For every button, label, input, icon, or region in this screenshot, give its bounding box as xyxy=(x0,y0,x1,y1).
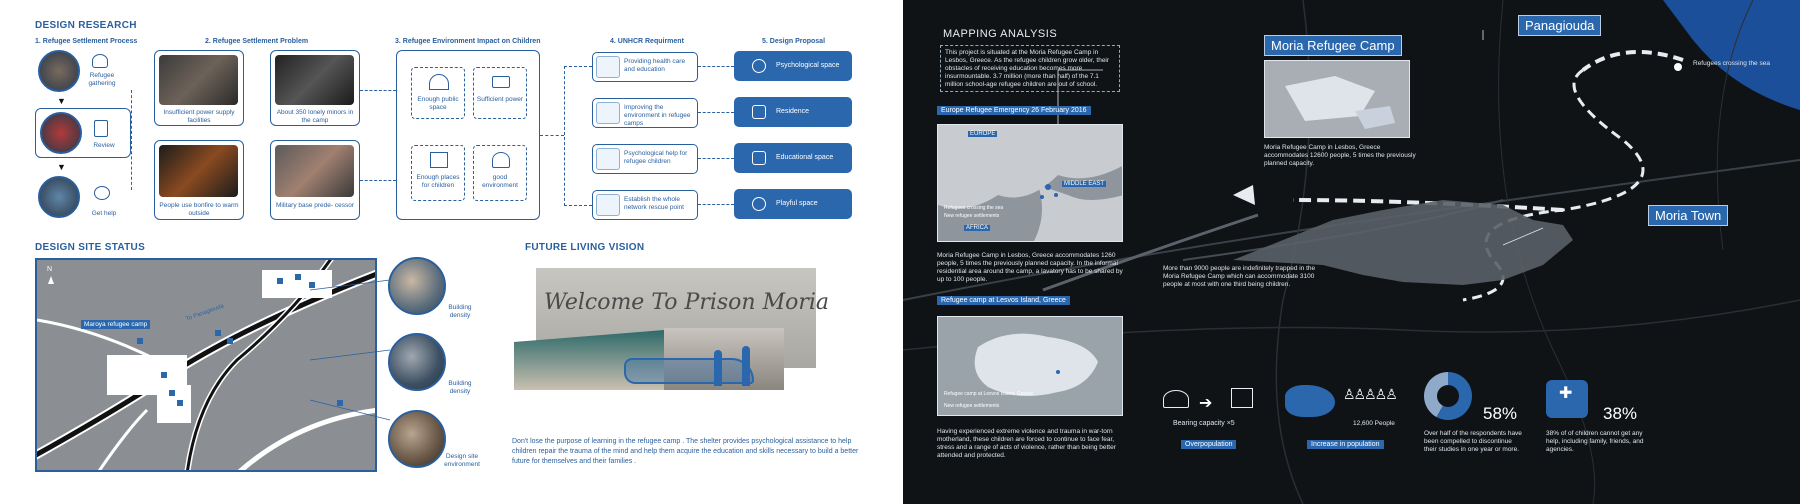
connector xyxy=(698,66,734,67)
map-legend: New refugee settlements xyxy=(944,213,1000,219)
lesvos-map xyxy=(937,316,1123,416)
proposal-label: Playful space xyxy=(776,200,818,207)
site-status-title: DESIGN SITE STATUS xyxy=(35,242,146,253)
moria-town-label: Moria Town xyxy=(1648,205,1728,226)
impact-label: good environment xyxy=(482,174,518,189)
environment-impact-box xyxy=(396,50,540,220)
requirement-label: Psychological help for refugee children xyxy=(624,150,688,165)
donut-chart-58 xyxy=(1424,372,1472,420)
bearing-capacity: Bearing capacity ×5 xyxy=(1173,420,1235,427)
shelter-overlay xyxy=(624,358,754,384)
connector xyxy=(698,158,734,159)
refugee-gathering-photo xyxy=(38,50,80,92)
people-icon xyxy=(1163,390,1189,408)
requirement-card xyxy=(592,144,698,174)
problem-label: People use bonfire to warm outside xyxy=(159,202,239,217)
network-icon xyxy=(596,194,620,216)
play-icon xyxy=(752,197,766,211)
lesvos-island xyxy=(938,317,1123,416)
review-label: Review xyxy=(93,142,115,149)
trapped-text: More than 9000 people are indefinitely trapped in the Moria Refugee Camp which can accommodate 3100 people at most with one third being children. xyxy=(1163,265,1316,288)
health-icon xyxy=(596,56,620,78)
circle-label: Building density xyxy=(448,304,472,319)
step-1-title: 1. Refugee Settlement Process xyxy=(35,38,138,45)
proposal-psychological xyxy=(734,51,852,81)
power-card xyxy=(473,67,527,119)
island-icon xyxy=(1285,385,1335,417)
crowd-icon: ♙♙♙♙♙ xyxy=(1343,386,1396,402)
map-legend: New refugee settlements xyxy=(944,403,1000,409)
public-space-card xyxy=(411,67,465,119)
requirement-card xyxy=(592,98,698,128)
north-arrow-icon xyxy=(48,276,54,284)
road-label: To Panagiouda xyxy=(185,303,225,323)
help-icon xyxy=(94,186,110,200)
increase-badge: Increase in population xyxy=(1307,440,1384,449)
sea-crossing-label: Refugees crossing the sea xyxy=(1693,60,1770,67)
review-photo xyxy=(40,112,82,154)
school-icon xyxy=(430,152,448,168)
heart-icon xyxy=(752,59,766,73)
step-2-title: 2. Refugee Settlement Problem xyxy=(205,38,309,45)
environment-icon xyxy=(596,102,620,124)
africa-label: AFRICA xyxy=(966,225,989,231)
europe-map xyxy=(937,124,1123,242)
people-icon xyxy=(92,54,108,68)
connector xyxy=(360,90,396,91)
bonfire-photo xyxy=(159,145,238,197)
people-count: 12,600 People xyxy=(1353,420,1395,427)
military-photo xyxy=(275,145,354,197)
vision-collage xyxy=(514,320,849,400)
get-help-label: Get help xyxy=(91,210,117,217)
building-icon xyxy=(429,74,449,90)
book-icon xyxy=(752,151,766,165)
problem-label: Insufficient power supply facilities xyxy=(163,109,235,124)
house-icon xyxy=(1231,388,1253,408)
map-legend: Refugee camp at Lesvos Island, Greece xyxy=(944,391,1034,397)
get-help-photo xyxy=(38,176,80,218)
intro-text: This project is situated at the Moria Refugee Camp in Lesbos, Greece. As the refugee children grow older, their obstacles of receiving education becomes more insurmountable. 3.7 million (more than half) of the 7.1 million school-age refugee children are out of school. xyxy=(940,45,1120,92)
overpopulation-badge: Overpopulation xyxy=(1181,440,1236,449)
problem-card-minors xyxy=(270,50,360,126)
document-icon xyxy=(94,120,108,137)
proposal-label: Psychological space xyxy=(776,62,840,69)
problem-label: About 350 lonely minors in the camp xyxy=(276,109,354,124)
building-density-photo xyxy=(388,257,446,315)
children-places-card xyxy=(411,145,465,201)
step-4-title: 4. UNHCR Requirment xyxy=(610,38,684,45)
stat-38: 38% xyxy=(1603,404,1638,423)
proposal-label: Residence xyxy=(776,108,810,115)
vision-description: Don't lose the purpose of learning in the refugee camp . The shelter provides psychological assistance to help children repair the trauma of the mind and help them acquire the education and skills necessary to build a better future for themselves and their families . xyxy=(512,438,859,465)
cross-icon: ✚ xyxy=(1559,385,1573,402)
connector xyxy=(698,112,734,113)
mapping-title: MAPPING ANALYSIS xyxy=(943,28,1058,40)
connector xyxy=(564,66,592,206)
problem-card-bonfire xyxy=(154,140,244,220)
design-research-title: DESIGN RESEARCH xyxy=(35,20,137,31)
requirement-label: Providing health care and education xyxy=(624,58,686,73)
connector xyxy=(131,90,153,190)
step-5-title: 5. Design Proposal xyxy=(762,38,826,45)
camp-caption: Moria Refugee Camp in Lesbos, Greece accommodates 12600 people, 5 times the previously planned capacity. xyxy=(1264,144,1416,167)
moria-camp-label: Moria Refugee Camp xyxy=(1264,35,1402,56)
refugee-gathering-label: Refugee gathering xyxy=(88,72,116,87)
connector xyxy=(360,180,396,181)
helping-hands-icon xyxy=(1546,380,1588,418)
panagiouda-label: Panagiouda xyxy=(1518,15,1601,36)
map1-description: Moria Refugee Camp in Lesbos, Greece accommodates 1260 people, 5 times the previously planned capacity. In the informal residential area around the camp, a lavatory has to be shared by up to 100 people. xyxy=(937,252,1123,283)
impact-label: Enough public space xyxy=(417,96,459,111)
donut-hole xyxy=(1437,385,1459,407)
tree-icon xyxy=(492,152,510,168)
map-legend: Refugees crossing the sea xyxy=(944,205,1004,211)
camp-aerial-map xyxy=(1264,60,1410,138)
future-vision-title: FUTURE LIVING VISION xyxy=(525,242,645,253)
stat-38-text: 38% of of children cannot get any help, including family, friends, and agencies. xyxy=(1546,430,1644,453)
middle-east-label: MIDDLE EAST xyxy=(1064,181,1105,187)
north-label: N xyxy=(47,266,53,273)
mapping-analysis-page xyxy=(903,0,1800,504)
map2-description: Having experienced extreme violence and trauma in war-torn motherland, these children are forced to continue to face fear, stress and a range of acts of violence, rather than being better attended and protected. xyxy=(937,428,1116,459)
battery-icon xyxy=(492,76,510,88)
problem-label: Military base prede- cessor xyxy=(275,202,355,209)
problem-card-power xyxy=(154,50,244,126)
graffiti-text: Welcome To Prison Moria xyxy=(544,290,830,315)
requirement-label: Improving the environment in refugee camps xyxy=(624,104,691,127)
child-silhouette-icon xyxy=(742,346,750,386)
requirement-label: Establish the whole network rescue point xyxy=(624,196,684,211)
connector xyxy=(698,204,734,205)
lesvos-bar: Refugee camp at Lesvos Island, Greece xyxy=(937,296,1070,305)
requirement-card xyxy=(592,190,698,220)
arrow-down-icon: ▼ xyxy=(57,162,66,172)
connector xyxy=(540,135,564,136)
child-silhouette-icon xyxy=(714,350,722,386)
stat-58: 58% xyxy=(1483,404,1518,423)
proposal-residence xyxy=(734,97,852,127)
building-density-photo xyxy=(388,333,446,391)
psychology-icon xyxy=(596,148,620,170)
stat-58-text: Over half of the respondents have been compelled to discontinue their studies in one year or more. xyxy=(1424,430,1522,453)
proposal-playful xyxy=(734,189,852,219)
circle-label: Design site environment xyxy=(444,453,480,468)
step-3-title: 3. Refugee Environment Impact on Children xyxy=(395,38,541,45)
impact-label: Enough places for children xyxy=(416,174,460,189)
arrow-down-icon: ▼ xyxy=(57,96,66,106)
arrow-right-icon: ➔ xyxy=(1199,395,1213,412)
europe-label: EUROPE xyxy=(970,131,996,137)
proposal-label: Educational space xyxy=(776,154,834,161)
impact-label: Sufficient power xyxy=(476,96,524,103)
camp-map-label: Maroya refugee camp xyxy=(81,320,150,329)
good-environment-card xyxy=(473,145,527,201)
power-photo xyxy=(159,55,238,105)
building-icon xyxy=(752,105,766,119)
camp-plan xyxy=(1265,61,1411,139)
circle-label: Building density xyxy=(448,380,472,395)
problem-card-military xyxy=(270,140,360,220)
requirement-card xyxy=(592,52,698,82)
proposal-educational xyxy=(734,143,852,173)
europe-bar: Europe Refugee Emergency 26 February 2016 xyxy=(937,106,1091,115)
site-environment-photo xyxy=(388,410,446,468)
minors-photo xyxy=(275,55,354,105)
